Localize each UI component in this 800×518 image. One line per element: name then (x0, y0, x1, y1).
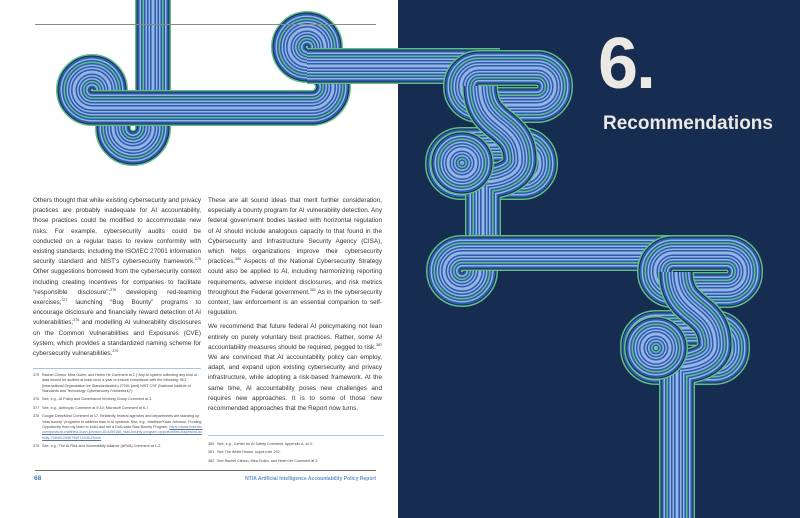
footnote: 375 Rachel Clinton, Mira Gulen, and Helen He Comment at 2 (“Any AI system collecting any kind of data should be audited at least once a year to ensure compliance with the following: ISO (International Organization for Standardization) 27001 [and] NIST CSF (National Institute of Standards and Technology Cybersecurity Framework)”). (33, 373, 197, 393)
footnote-ref[interactable]: 375 (195, 257, 201, 262)
footnote-ref[interactable]: 381 (309, 287, 316, 292)
footer-report-title: NTIA Artificial Intelligence Accountability Policy Report (245, 476, 376, 482)
footnote-ref[interactable]: 382 (376, 342, 382, 347)
footnote: 379 See, e.g., The AI Risk and Vulnerability Alliance (ARVA) Comment at 1-2. (33, 444, 162, 449)
footnote-divider (33, 368, 201, 369)
footnote: 377 See, e.g., Anthropic Comment at 9-10; Microsoft Comment at 6-7. (33, 405, 150, 410)
page-number: 68 (34, 475, 42, 482)
footnotes-left (33, 373, 203, 453)
footnote: 378 Google DeepMind Comment at 17. Relatedly, federal agencies and departments are standing up “bias bounty” programs to address bias in AI systems. See, e.g., Matthew Kuan Johnson, Funding Opportunity from my team to build and run a DoD-wide Bias Bounty Program, https://www.linkedin.com/posts/dr-matthew-kuan-johnson-814459168_bias-bounty-program-opportunities-tradewind-activity-7084912055759074305-ZNmr/ (33, 414, 203, 440)
footnote-ref[interactable]: 377 (61, 298, 68, 303)
footnote: 382 See Rachel Clinton, Mira Gulen, and Helen He Comment at 2. (208, 458, 319, 463)
footnote-divider (208, 435, 384, 436)
footnote-ref[interactable]: 378 (73, 318, 80, 323)
paragraph: Others thought that while existing cybersecurity and privacy practices are probably inadequate for AI accountability, those practices could be modified to accommodate new risks. For example, cybersecurity audits could be conducted on a regular basis to review conformity with existing standards, including the ISO/IEC 27001 information security standard and NIST's cybersecurity framework.$^{375}$ Other suggestions borrowed from the cybersecurity context including creating incentives for companies to facilitate “responsible disclosure”;$^{376}$ developing red-teaming exercises;$^{377}$ launching “Bug Bounty” programs to encourage disclosure and financially reward detection of AI vulnerabilities;$^{378}$ and modelling AI vulnerability disclosures on the Common Vulnerabilities and Exposures (CVE) system, which provides a standardized naming scheme for cybersecurity vulnerabilities.$^{379}$ (33, 197, 201, 358)
knot2-twist (676, 272, 715, 518)
footnote-ref[interactable]: 376 (110, 287, 117, 292)
footnote: 381 See The White House, supra note 292. (208, 450, 281, 455)
paragraph: These are all sound ideas that merit further consideration, especially a bounty program for AI vulnerability detection. Any federal government bodies tasked with horizontal regulation of AI should include analogous capacity to that found in the Cybersecurity and Infrastructure Security Agency (CISA), which helps organizations improve their cybersecurity practices.$^{380}$ Aspects of the National Cybersecurity Strategy could also be applied to AI, including harmonizing reporting requirements, adverse incident disclosures, and risk metrics throughout the Federal government.$^{381}$ As in the cybersecurity context, law enforcement is an essential companion to self-regulation. (208, 197, 382, 317)
left-column-body (33, 196, 201, 363)
chapter-title: Recommendations (603, 113, 773, 134)
footnote: 380 See, e.g., Center for AI Safety Comment, Appendix A, at 3. (208, 442, 313, 446)
footer-rule (35, 470, 376, 471)
paragraph: We recommend that future federal AI policymaking not lean entirely on purely voluntary best practices. Rather, some AI accountability measures should be required, pegged to risk.$^{382}$ We are convinced that AI accountability policy can employ, adapt, and expand upon existing cybersecurity and privacy infrastructure, while adopting a risk-based framework. At the same time, AI accountability poses new challenges and requires new approaches. It is to some of those new recommended approaches that the Report now turns. (208, 323, 382, 413)
footnote: 376 See, e.g., AI Policy and Governance Working Group Comment at 3. (33, 397, 153, 402)
right-column-body (208, 196, 382, 418)
footnote-link[interactable]: https://www.linkedin.com/posts/dr-matthew-kuan-johnson-814459168_bias-bounty-program-opportunities-tradewind-activity-7084912055759074305-ZNmr/ (42, 424, 203, 440)
header-rule (35, 24, 376, 25)
chapter-number: 6. (598, 24, 655, 104)
footnotes-right (208, 442, 384, 467)
footnote-ref[interactable]: 379 (112, 349, 119, 354)
footnote-ref[interactable]: 380 (235, 257, 242, 262)
